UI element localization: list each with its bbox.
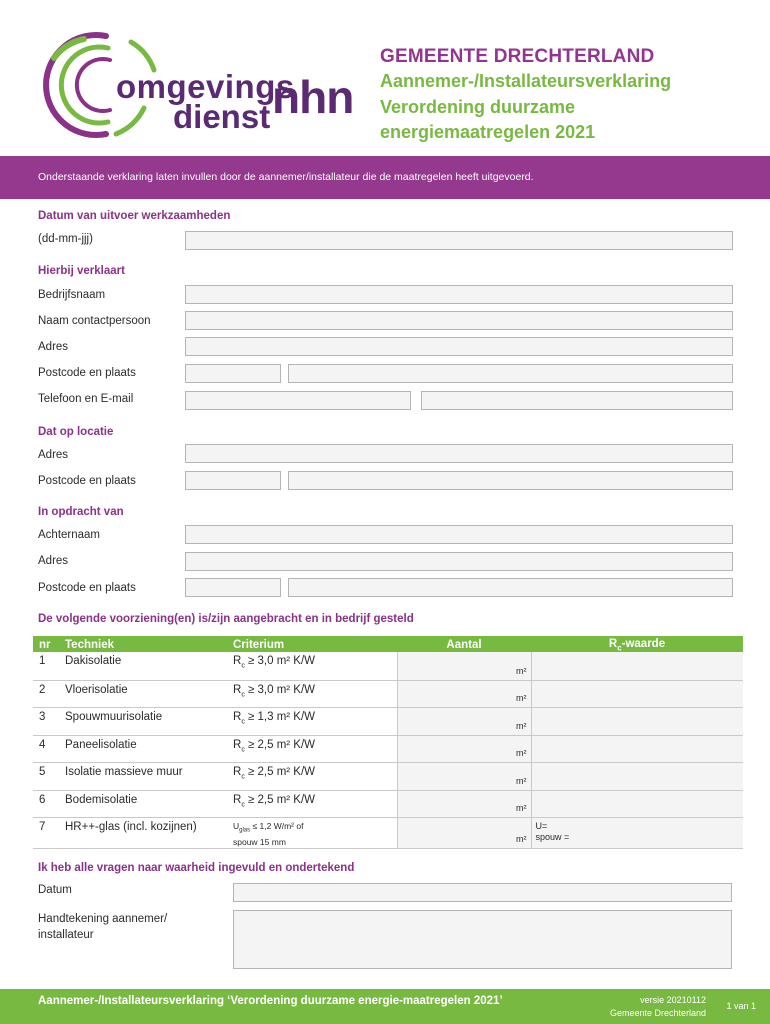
row-techniek: Bodemisolatie (61, 790, 229, 818)
crit-rest: ≥ 3,0 m² K/W (244, 683, 316, 696)
label-handtekening (38, 911, 167, 943)
table-row (33, 735, 743, 763)
row-techniek: Isolatie massieve muur (61, 763, 229, 791)
crit-r: R (233, 766, 242, 779)
handtekening-field[interactable] (233, 910, 732, 969)
logo-word-dienst: dienst (173, 98, 271, 135)
datum-ondertekening-field[interactable] (233, 883, 732, 902)
document-title-line-1: Aannemer-/Installateursverklaring (380, 71, 672, 91)
postcode-opdrachtgever-field[interactable] (185, 578, 281, 597)
adres-locatie-field[interactable] (185, 444, 733, 463)
label-adres-aannemer: Adres (38, 341, 69, 353)
aantal-field-5[interactable] (397, 763, 531, 791)
table-header-row (33, 636, 743, 652)
row-criterium (229, 735, 397, 763)
unit-m2: m² (516, 803, 527, 814)
rwaarde-rest: -waarde (621, 638, 666, 650)
crit-sub-glas: glas (239, 827, 251, 834)
row-nr: 6 (33, 790, 61, 818)
rwaarde-field-6[interactable] (531, 790, 743, 818)
aantal-field-4[interactable] (397, 735, 531, 763)
crit-sub: c (241, 691, 245, 699)
crit-sub: c (241, 746, 245, 754)
rwaarde-field-3[interactable] (531, 708, 743, 736)
crit-rest: ≥ 2,5 m² K/W (244, 738, 316, 751)
crit-rest: ≤ 1,2 W/m² of (250, 821, 304, 832)
label-adres-locatie: Adres (38, 449, 69, 461)
logo-word-nhn: nhn (272, 71, 354, 123)
document-header (380, 46, 760, 145)
bedrijfsnaam-field[interactable] (185, 285, 733, 304)
label-datum-ondertekening: Datum (38, 884, 72, 896)
crit-sub: c (241, 773, 245, 781)
row-criterium (229, 763, 397, 791)
row-nr: 7 (33, 818, 61, 849)
crit-r: R (233, 738, 242, 751)
telefoon-field[interactable] (185, 391, 411, 410)
organization-name: GEMEENTE DRECHTERLAND (380, 46, 655, 67)
email-field[interactable] (421, 391, 733, 410)
plaats-opdrachtgever-field[interactable] (288, 578, 733, 597)
row-nr: 4 (33, 735, 61, 763)
crit-rest: ≥ 1,3 m² K/W (244, 711, 316, 724)
unit-m2: m² (516, 833, 527, 844)
row-criterium (229, 652, 397, 680)
row-nr: 2 (33, 680, 61, 708)
crit-sub: c (241, 718, 245, 726)
row-criterium (229, 680, 397, 708)
label-postcode-locatie: Postcode en plaats (38, 475, 136, 487)
postcode-locatie-field[interactable] (185, 471, 281, 490)
table-row (33, 790, 743, 818)
table-row (33, 708, 743, 736)
crit-r: R (233, 711, 242, 724)
rw-line2: spouw = (535, 832, 570, 843)
unit-m2: m² (516, 748, 527, 759)
footer-title: Aannemer-/Installateursverklaring ‘Verordening duurzame energie-maatregelen 2021’ (38, 995, 503, 1007)
label-handtekening-line2: installateur (38, 929, 94, 941)
col-nr: nr (33, 636, 61, 652)
col-aantal: Aantal (397, 636, 531, 652)
rwaarde-field-7[interactable] (531, 818, 743, 849)
table-row (33, 680, 743, 708)
row-techniek: Spouwmuurisolatie (61, 708, 229, 736)
crit-rest: ≥ 3,0 m² K/W (244, 655, 316, 668)
row-techniek: Dakisolatie (61, 652, 229, 680)
postcode-aannemer-field[interactable] (185, 364, 281, 383)
crit-rest: ≥ 2,5 m² K/W (244, 766, 316, 779)
crit-line2: spouw 15 mm (233, 836, 286, 847)
crit-u: U (233, 821, 240, 832)
table-row (33, 763, 743, 791)
voorzieningen-table (33, 636, 743, 849)
label-adres-opdrachtgever: Adres (38, 555, 69, 567)
row-nr: 1 (33, 652, 61, 680)
rwaarde-sub: c (617, 643, 622, 653)
footer-versie: versie 20210112 (640, 995, 706, 1005)
section-heading-opdracht: In opdracht van (38, 506, 124, 518)
col-rwaarde (531, 636, 743, 652)
unit-m2: m² (516, 775, 527, 786)
label-achternaam: Achternaam (38, 529, 101, 541)
plaats-aannemer-field[interactable] (288, 364, 733, 383)
label-postcode-opdrachtgever: Postcode en plaats (38, 582, 136, 594)
contactpersoon-field[interactable] (185, 311, 733, 330)
footer-page-number: 1 van 1 (726, 1001, 756, 1011)
rw-line1: U= (535, 821, 548, 832)
row-nr: 3 (33, 708, 61, 736)
section-heading-ondertekening: Ik heb alle vragen naar waarheid ingevuld en ondertekend (38, 862, 355, 874)
row-techniek: Vloerisolatie (61, 680, 229, 708)
rwaarde-r: R (608, 638, 618, 650)
table-row (33, 818, 743, 849)
aantal-field-2[interactable] (397, 680, 531, 708)
table-row (33, 652, 743, 680)
crit-r: R (233, 655, 242, 668)
label-handtekening-line1: Handtekening aannemer/ (38, 913, 168, 925)
adres-opdrachtgever-field[interactable] (185, 552, 733, 571)
unit-m2: m² (516, 665, 527, 676)
achternaam-field[interactable] (185, 525, 733, 544)
label-datum-format: (dd-mm-jjj) (38, 233, 93, 245)
footer-version (610, 994, 706, 1020)
datum-uitvoer-field[interactable] (185, 231, 733, 250)
rwaarde-field-4[interactable] (531, 735, 743, 763)
logo (36, 30, 366, 140)
crit-sub: c (241, 801, 245, 809)
crit-rest: ≥ 2,5 m² K/W (244, 793, 316, 806)
intro-banner: Onderstaande verklaring laten invullen door de aannemer/installateur die de maatregelen heeft uitgevoerd. (0, 156, 770, 199)
unit-m2: m² (516, 693, 527, 704)
footer-gemeente: Gemeente Drechterland (609, 1008, 706, 1018)
label-postcode-aannemer: Postcode en plaats (38, 367, 136, 379)
footer (0, 989, 770, 1024)
rwaarde-field-5[interactable] (531, 763, 743, 791)
document-title-line-3: energiemaatregelen 2021 (380, 122, 596, 142)
section-heading-verklaart: Hierbij verklaart (38, 265, 125, 277)
rwaarde-field-1[interactable] (531, 652, 743, 680)
adres-aannemer-field[interactable] (185, 337, 733, 356)
row-criterium (229, 708, 397, 736)
logo-word-omgevings: omgevings (116, 68, 295, 105)
row-nr: 5 (33, 763, 61, 791)
aantal-field-6[interactable] (397, 790, 531, 818)
plaats-locatie-field[interactable] (288, 471, 733, 490)
crit-sub: c (241, 662, 245, 670)
crit-r: R (233, 793, 242, 806)
crit-r: R (233, 683, 242, 696)
aantal-field-3[interactable] (397, 708, 531, 736)
col-techniek: Techniek (61, 636, 229, 652)
row-criterium (229, 790, 397, 818)
row-techniek: Paneelisolatie (61, 735, 229, 763)
unit-m2: m² (516, 720, 527, 731)
aantal-field-1[interactable] (397, 652, 531, 680)
aantal-field-7[interactable] (397, 818, 531, 849)
section-heading-datum: Datum van uitvoer werkzaamheden (38, 210, 231, 222)
row-criterium (229, 818, 397, 849)
document-title-line-2: Verordening duurzame (380, 96, 576, 117)
section-heading-voorzieningen: De volgende voorziening(en) is/zijn aangebracht en in bedrijf gesteld (38, 613, 414, 625)
row-techniek: HR++-glas (incl. kozijnen) (61, 818, 229, 849)
rwaarde-field-2[interactable] (531, 680, 743, 708)
section-heading-locatie: Dat op locatie (38, 426, 114, 438)
col-criterium: Criterium (229, 636, 397, 652)
label-telefoon-email: Telefoon en E-mail (38, 393, 134, 405)
label-contactpersoon: Naam contactpersoon (38, 315, 151, 327)
label-bedrijfsnaam: Bedrijfsnaam (38, 289, 106, 301)
